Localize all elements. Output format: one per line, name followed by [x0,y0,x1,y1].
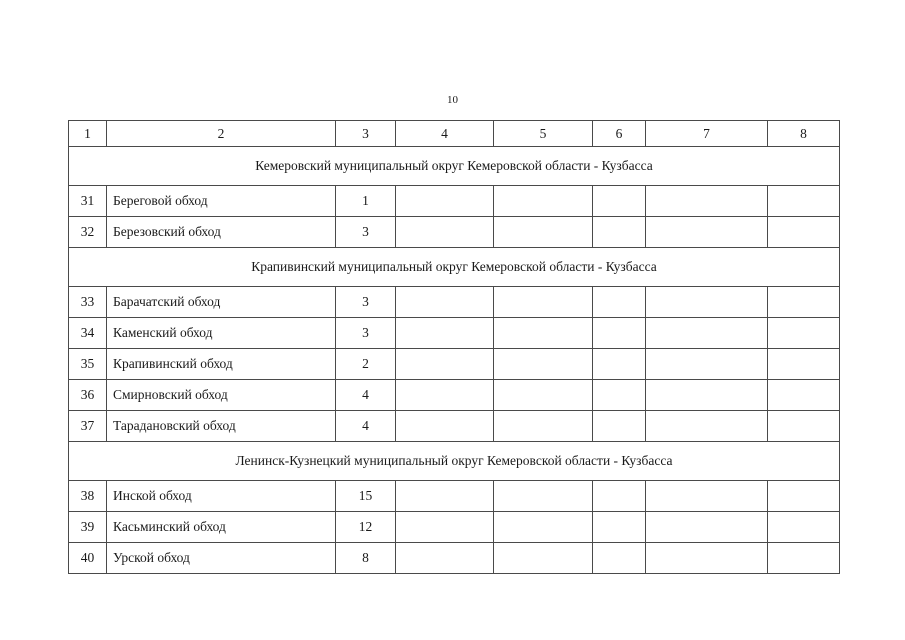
empty-cell [396,318,494,349]
empty-cell [768,512,840,543]
empty-cell [593,349,646,380]
empty-cell [494,411,593,442]
row-number: 35 [69,349,107,380]
empty-cell [396,411,494,442]
row-value: 3 [336,217,396,248]
empty-cell [768,186,840,217]
column-number-header: 3 [336,121,396,147]
section-title: Крапивинский муниципальный округ Кемеровской области - Кузбасса [69,248,840,287]
row-number: 33 [69,287,107,318]
row-value: 8 [336,543,396,574]
section-title: Ленинск-Кузнецкий муниципальный округ Кемеровской области - Кузбасса [69,442,840,481]
row-number: 32 [69,217,107,248]
empty-cell [646,287,768,318]
empty-cell [396,543,494,574]
column-number-header: 8 [768,121,840,147]
row-number: 38 [69,481,107,512]
section-header-row [69,248,840,287]
section-title: Кемеровский муниципальный округ Кемеровской области - Кузбасса [69,147,840,186]
row-name: Тарадановский обход [107,411,336,442]
empty-cell [646,481,768,512]
row-number: 31 [69,186,107,217]
empty-cell [646,349,768,380]
empty-cell [646,380,768,411]
empty-cell [768,380,840,411]
table-row [69,287,840,318]
row-name: Касьминский обход [107,512,336,543]
column-number-header: 5 [494,121,593,147]
table-row [69,186,840,217]
empty-cell [494,287,593,318]
empty-cell [593,481,646,512]
table-row [69,512,840,543]
empty-cell [646,543,768,574]
table-row [69,411,840,442]
empty-cell [494,318,593,349]
row-number: 39 [69,512,107,543]
column-number-header: 1 [69,121,107,147]
page-number: 10 [447,94,458,106]
empty-cell [593,380,646,411]
row-number: 34 [69,318,107,349]
empty-cell [396,481,494,512]
row-name: Крапивинский обход [107,349,336,380]
empty-cell [396,349,494,380]
empty-cell [646,217,768,248]
empty-cell [593,411,646,442]
row-name: Инской обход [107,481,336,512]
empty-cell [396,186,494,217]
empty-cell [768,287,840,318]
row-number: 37 [69,411,107,442]
row-name: Урской обход [107,543,336,574]
empty-cell [494,186,593,217]
empty-cell [646,186,768,217]
row-value: 15 [336,481,396,512]
empty-cell [396,217,494,248]
empty-cell [494,543,593,574]
empty-cell [396,512,494,543]
row-value: 12 [336,512,396,543]
column-number-header: 4 [396,121,494,147]
row-number: 36 [69,380,107,411]
empty-cell [593,186,646,217]
table-row [69,349,840,380]
row-value: 4 [336,411,396,442]
empty-cell [593,217,646,248]
empty-cell [646,318,768,349]
empty-cell [593,512,646,543]
table-row [69,543,840,574]
row-name: Березовский обход [107,217,336,248]
row-name: Барачатский обход [107,287,336,318]
empty-cell [593,287,646,318]
column-number-header: 6 [593,121,646,147]
empty-cell [494,481,593,512]
row-value: 3 [336,318,396,349]
forestry-table [68,120,840,574]
empty-cell [646,512,768,543]
table-row [69,217,840,248]
empty-cell [768,349,840,380]
empty-cell [494,380,593,411]
row-value: 2 [336,349,396,380]
column-number-row [69,121,840,147]
section-header-row [69,442,840,481]
table-row [69,380,840,411]
row-number: 40 [69,543,107,574]
empty-cell [593,318,646,349]
row-name: Каменский обход [107,318,336,349]
empty-cell [593,543,646,574]
row-value: 4 [336,380,396,411]
table-row [69,318,840,349]
empty-cell [768,217,840,248]
empty-cell [768,411,840,442]
empty-cell [768,481,840,512]
row-name: Береговой обход [107,186,336,217]
section-header-row [69,147,840,186]
empty-cell [396,287,494,318]
table-row [69,481,840,512]
empty-cell [768,543,840,574]
empty-cell [646,411,768,442]
empty-cell [494,349,593,380]
row-name: Смирновский обход [107,380,336,411]
empty-cell [494,512,593,543]
column-number-header: 7 [646,121,768,147]
row-value: 3 [336,287,396,318]
row-value: 1 [336,186,396,217]
empty-cell [396,380,494,411]
empty-cell [768,318,840,349]
empty-cell [494,217,593,248]
column-number-header: 2 [107,121,336,147]
